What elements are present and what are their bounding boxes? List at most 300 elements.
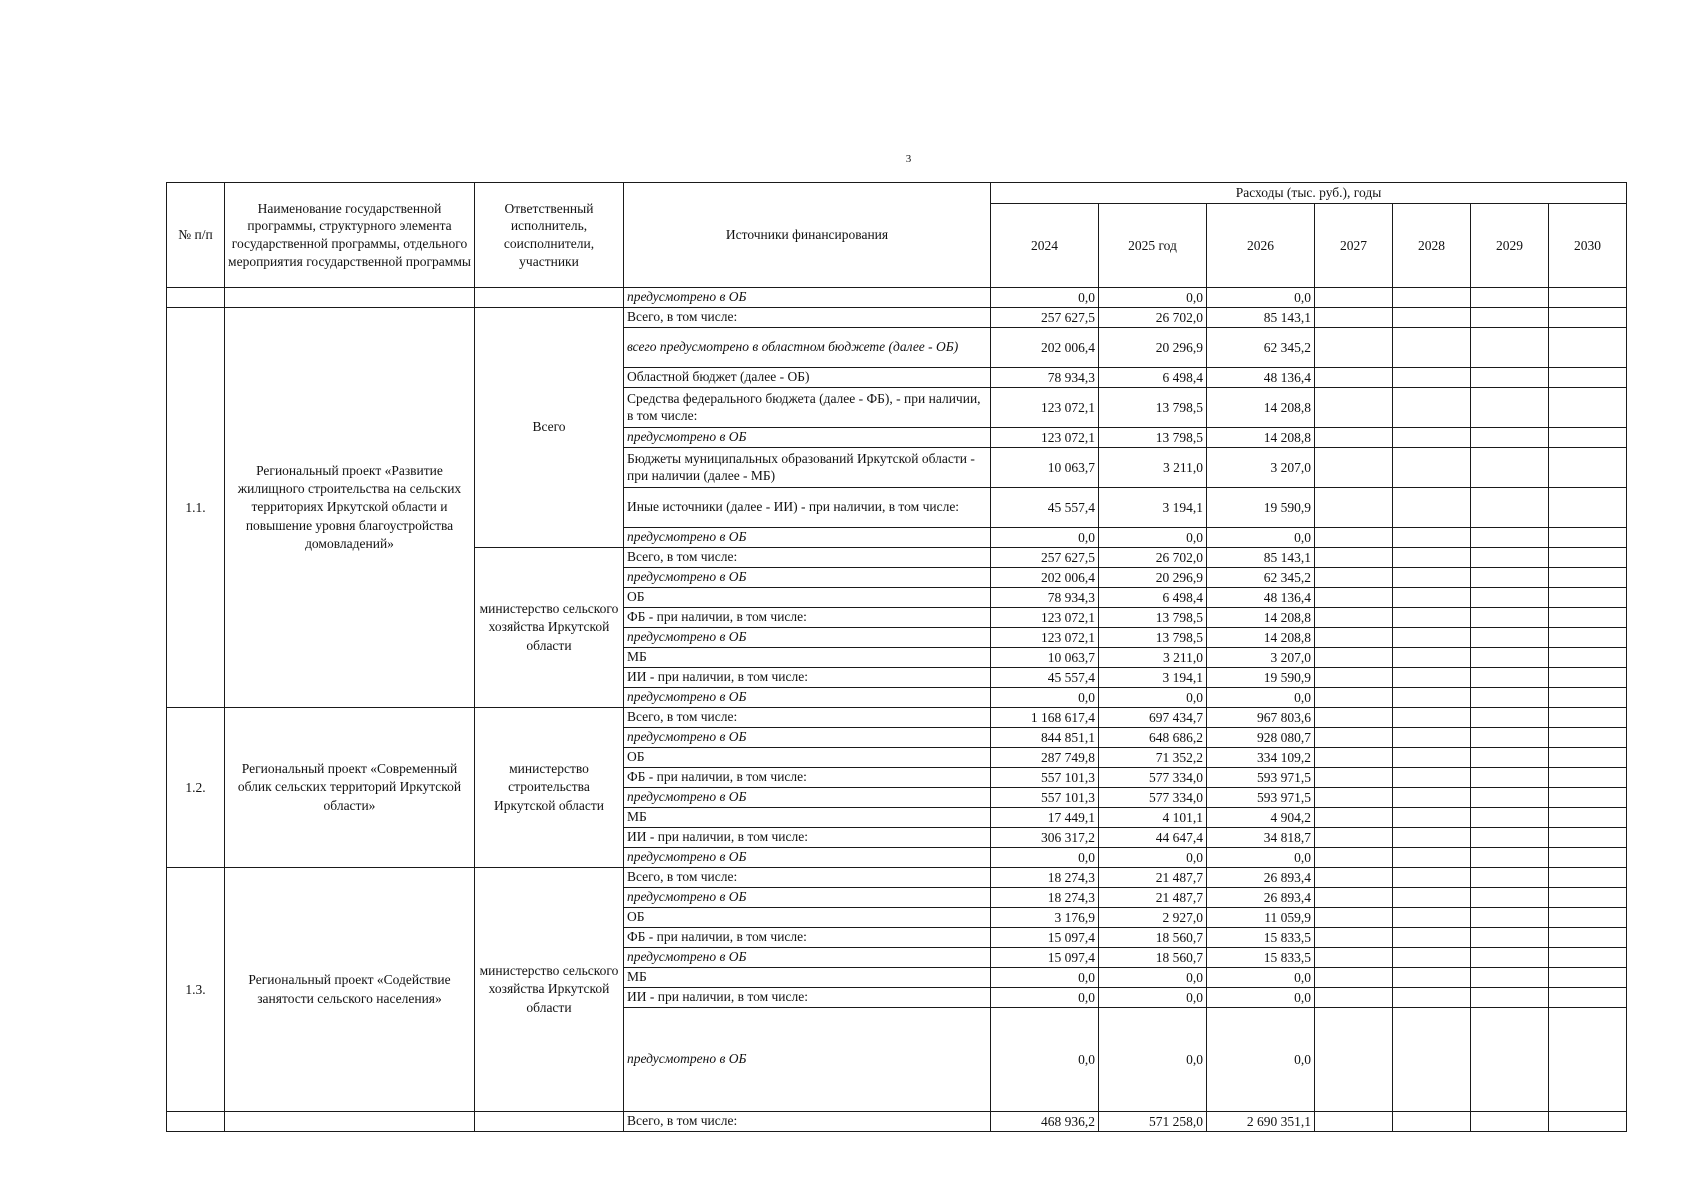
value-cell: 648 686,2 <box>1099 728 1207 748</box>
cell-empty <box>1549 568 1627 588</box>
value-cell: 123 072,1 <box>991 388 1099 428</box>
value-cell: 71 352,2 <box>1099 748 1207 768</box>
cell-empty <box>1471 608 1549 628</box>
value-cell: 6 498,4 <box>1099 588 1207 608</box>
cell-empty <box>1393 548 1471 568</box>
cell-empty <box>1315 688 1393 708</box>
cell-empty <box>1471 1008 1549 1112</box>
value-cell: 3 211,0 <box>1099 448 1207 488</box>
cell-empty <box>1393 708 1471 728</box>
value-cell: 13 798,5 <box>1099 388 1207 428</box>
cell-empty <box>1471 988 1549 1008</box>
cell-empty <box>225 288 475 308</box>
value-cell: 257 627,5 <box>991 308 1099 328</box>
value-cell: 697 434,7 <box>1099 708 1207 728</box>
source-cell: предусмотрено в ОБ <box>624 948 991 968</box>
value-cell: 928 080,7 <box>1207 728 1315 748</box>
cell-empty <box>1315 868 1393 888</box>
source-cell: Областной бюджет (далее - ОБ) <box>624 368 991 388</box>
cell-empty <box>1393 588 1471 608</box>
table-row <box>167 183 1627 204</box>
cell-empty <box>1315 668 1393 688</box>
cell-empty <box>1315 548 1393 568</box>
value-cell: 21 487,7 <box>1099 868 1207 888</box>
value-cell: 3 207,0 <box>1207 648 1315 668</box>
cell-empty <box>1315 728 1393 748</box>
cell-empty <box>1549 688 1627 708</box>
value-cell: 10 063,7 <box>991 648 1099 668</box>
cell-empty <box>1471 308 1549 328</box>
cell-empty <box>1393 488 1471 528</box>
cell-empty <box>1393 868 1471 888</box>
cell-empty <box>167 1112 225 1132</box>
value-cell: 0,0 <box>991 528 1099 548</box>
cell-empty <box>1471 648 1549 668</box>
cell-empty <box>1315 908 1393 928</box>
section-name: Региональный проект «Содействие занятости сельского населения» <box>225 868 475 1112</box>
cell-empty <box>1315 928 1393 948</box>
source-cell: ОБ <box>624 748 991 768</box>
value-cell: 45 557,4 <box>991 668 1099 688</box>
cell-empty <box>1315 948 1393 968</box>
cell-empty <box>1549 928 1627 948</box>
value-cell: 14 208,8 <box>1207 608 1315 628</box>
value-cell: 26 702,0 <box>1099 548 1207 568</box>
value-cell: 0,0 <box>991 288 1099 308</box>
cell-empty <box>1315 588 1393 608</box>
cell-empty <box>1315 628 1393 648</box>
cell-empty <box>1315 748 1393 768</box>
source-cell: всего предусмотрено в областном бюджете (далее - ОБ) <box>624 328 991 368</box>
source-cell: предусмотрено в ОБ <box>624 568 991 588</box>
source-cell: предусмотрено в ОБ <box>624 788 991 808</box>
value-cell: 14 208,8 <box>1207 628 1315 648</box>
value-cell: 85 143,1 <box>1207 308 1315 328</box>
cell-empty <box>1315 808 1393 828</box>
cell-empty <box>1393 888 1471 908</box>
source-cell: ФБ - при наличии, в том числе: <box>624 768 991 788</box>
value-cell: 21 487,7 <box>1099 888 1207 908</box>
header-source: Источники финансирования <box>624 183 991 288</box>
source-cell: предусмотрено в ОБ <box>624 288 991 308</box>
cell-empty <box>1471 948 1549 968</box>
value-cell: 1 168 617,4 <box>991 708 1099 728</box>
table-row <box>167 288 1627 308</box>
header-executor: Ответственный исполнитель, соисполнители, участники <box>475 183 624 288</box>
value-cell: 18 274,3 <box>991 868 1099 888</box>
value-cell: 2 927,0 <box>1099 908 1207 928</box>
cell-empty <box>1315 608 1393 628</box>
value-cell: 26 702,0 <box>1099 308 1207 328</box>
value-cell: 0,0 <box>1207 988 1315 1008</box>
cell-empty <box>1549 608 1627 628</box>
cell-empty <box>1549 528 1627 548</box>
cell-empty <box>1471 868 1549 888</box>
source-cell: предусмотрено в ОБ <box>624 688 991 708</box>
value-cell: 10 063,7 <box>991 448 1099 488</box>
cell-empty <box>1471 288 1549 308</box>
value-cell: 3 176,9 <box>991 908 1099 928</box>
value-cell: 19 590,9 <box>1207 488 1315 528</box>
cell-empty <box>1471 388 1549 428</box>
source-cell: предусмотрено в ОБ <box>624 888 991 908</box>
value-cell: 0,0 <box>1099 688 1207 708</box>
source-cell: предусмотрено в ОБ <box>624 528 991 548</box>
cell-empty <box>1471 1112 1549 1132</box>
cell-empty <box>1471 848 1549 868</box>
value-cell: 0,0 <box>1207 1008 1315 1112</box>
cell-empty <box>1549 288 1627 308</box>
value-cell: 0,0 <box>1099 288 1207 308</box>
source-cell: ИИ - при наличии, в том числе: <box>624 988 991 1008</box>
source-cell: ОБ <box>624 908 991 928</box>
cell-empty <box>475 1112 624 1132</box>
table-row <box>167 868 1627 888</box>
value-cell: 0,0 <box>1207 288 1315 308</box>
header-year: 2029 <box>1471 204 1549 288</box>
cell-empty <box>1315 1008 1393 1112</box>
cell-empty <box>1315 428 1393 448</box>
executor-cell: Всего <box>475 308 624 548</box>
source-cell: Средства федерального бюджета (далее - ФБ), - при наличии, в том числе: <box>624 388 991 428</box>
cell-empty <box>1393 828 1471 848</box>
value-cell: 0,0 <box>991 848 1099 868</box>
section-name: Региональный проект «Развитие жилищного строительства на сельских территориях Иркутской области и повышение уровня благоустройства домовладений» <box>225 308 475 708</box>
cell-empty <box>1549 308 1627 328</box>
source-cell: Всего, в том числе: <box>624 708 991 728</box>
cell-empty <box>167 288 225 308</box>
cell-empty <box>1471 568 1549 588</box>
value-cell: 0,0 <box>1099 1008 1207 1112</box>
value-cell: 123 072,1 <box>991 428 1099 448</box>
value-cell: 13 798,5 <box>1099 628 1207 648</box>
cell-empty <box>1393 808 1471 828</box>
value-cell: 3 211,0 <box>1099 648 1207 668</box>
cell-empty <box>1549 488 1627 528</box>
cell-empty <box>1471 928 1549 948</box>
executor-cell: министерство сельского хозяйства Иркутской области <box>475 548 624 708</box>
section-name: Региональный проект «Современный облик сельских территорий Иркутской области» <box>225 708 475 868</box>
cell-empty <box>1315 288 1393 308</box>
cell-empty <box>1471 328 1549 368</box>
cell-empty <box>1471 588 1549 608</box>
cell-empty <box>1393 628 1471 648</box>
cell-empty <box>1471 488 1549 528</box>
cell-empty <box>1549 728 1627 748</box>
cell-empty <box>1315 648 1393 668</box>
value-cell: 0,0 <box>1099 968 1207 988</box>
section-number: 1.3. <box>167 868 225 1112</box>
cell-empty <box>1315 368 1393 388</box>
value-cell: 78 934,3 <box>991 368 1099 388</box>
cell-empty <box>1471 808 1549 828</box>
cell-empty <box>1549 368 1627 388</box>
value-cell: 15 833,5 <box>1207 928 1315 948</box>
value-cell: 123 072,1 <box>991 628 1099 648</box>
value-cell: 62 345,2 <box>1207 568 1315 588</box>
cell-empty <box>1315 988 1393 1008</box>
cell-empty <box>1393 728 1471 748</box>
cell-empty <box>1393 928 1471 948</box>
value-cell: 4 904,2 <box>1207 808 1315 828</box>
header-year: 2030 <box>1549 204 1627 288</box>
value-cell: 20 296,9 <box>1099 568 1207 588</box>
value-cell: 78 934,3 <box>991 588 1099 608</box>
value-cell: 6 498,4 <box>1099 368 1207 388</box>
source-cell: предусмотрено в ОБ <box>624 848 991 868</box>
source-cell: предусмотрено в ОБ <box>624 1008 991 1112</box>
cell-empty <box>1471 628 1549 648</box>
cell-empty <box>1549 648 1627 668</box>
source-cell: ФБ - при наличии, в том числе: <box>624 928 991 948</box>
cell-empty <box>1393 1008 1471 1112</box>
source-cell: Иные источники (далее - ИИ) - при наличии, в том числе: <box>624 488 991 528</box>
value-cell: 0,0 <box>1207 848 1315 868</box>
cell-empty <box>1393 428 1471 448</box>
cell-empty <box>1549 908 1627 928</box>
value-cell: 0,0 <box>1099 528 1207 548</box>
value-cell: 18 274,3 <box>991 888 1099 908</box>
value-cell: 48 136,4 <box>1207 588 1315 608</box>
value-cell: 85 143,1 <box>1207 548 1315 568</box>
header-num: № п/п <box>167 183 225 288</box>
source-cell: предусмотрено в ОБ <box>624 428 991 448</box>
value-cell: 123 072,1 <box>991 608 1099 628</box>
value-cell: 62 345,2 <box>1207 328 1315 368</box>
value-cell: 0,0 <box>991 988 1099 1008</box>
value-cell: 48 136,4 <box>1207 368 1315 388</box>
header-year: 2027 <box>1315 204 1393 288</box>
value-cell: 334 109,2 <box>1207 748 1315 768</box>
cell-empty <box>1471 828 1549 848</box>
cell-empty <box>1393 688 1471 708</box>
section-number: 1.1. <box>167 308 225 708</box>
cell-empty <box>1315 768 1393 788</box>
cell-empty <box>1393 528 1471 548</box>
cell-empty <box>1471 428 1549 448</box>
cell-empty <box>1471 728 1549 748</box>
source-cell: Всего, в том числе: <box>624 548 991 568</box>
value-cell: 0,0 <box>991 1008 1099 1112</box>
value-cell: 557 101,3 <box>991 788 1099 808</box>
value-cell: 13 798,5 <box>1099 428 1207 448</box>
executor-cell: министерство сельского хозяйства Иркутской области <box>475 868 624 1112</box>
source-cell: МБ <box>624 968 991 988</box>
cell-empty <box>1315 328 1393 368</box>
value-cell: 13 798,5 <box>1099 608 1207 628</box>
cell-empty <box>1471 688 1549 708</box>
value-cell: 19 590,9 <box>1207 668 1315 688</box>
value-cell: 287 749,8 <box>991 748 1099 768</box>
value-cell: 468 936,2 <box>991 1112 1099 1132</box>
value-cell: 45 557,4 <box>991 488 1099 528</box>
source-cell: МБ <box>624 648 991 668</box>
header-year: 2024 <box>991 204 1099 288</box>
cell-empty <box>1393 788 1471 808</box>
cell-empty <box>1549 1112 1627 1132</box>
cell-empty <box>1549 748 1627 768</box>
page-number: 3 <box>905 153 912 165</box>
value-cell: 26 893,4 <box>1207 888 1315 908</box>
value-cell: 11 059,9 <box>1207 908 1315 928</box>
cell-empty <box>1315 788 1393 808</box>
value-cell: 15 097,4 <box>991 948 1099 968</box>
value-cell: 0,0 <box>991 968 1099 988</box>
cell-empty <box>1471 768 1549 788</box>
source-cell: Бюджеты муниципальных образований Иркутской области - при наличии (далее - МБ) <box>624 448 991 488</box>
cell-empty <box>1393 608 1471 628</box>
cell-empty <box>1549 988 1627 1008</box>
value-cell: 0,0 <box>1207 528 1315 548</box>
cell-empty <box>1549 868 1627 888</box>
header-year: 2026 <box>1207 204 1315 288</box>
table-row <box>167 708 1627 728</box>
header-expenses: Расходы (тыс. руб.), годы <box>991 183 1627 204</box>
value-cell: 3 194,1 <box>1099 488 1207 528</box>
value-cell: 0,0 <box>1207 688 1315 708</box>
value-cell: 0,0 <box>1099 988 1207 1008</box>
cell-empty <box>1393 308 1471 328</box>
value-cell: 557 101,3 <box>991 768 1099 788</box>
cell-empty <box>1471 548 1549 568</box>
section-number: 1.2. <box>167 708 225 868</box>
value-cell: 0,0 <box>991 688 1099 708</box>
value-cell: 593 971,5 <box>1207 768 1315 788</box>
cell-empty <box>1549 808 1627 828</box>
value-cell: 844 851,1 <box>991 728 1099 748</box>
cell-empty <box>1315 528 1393 548</box>
cell-empty <box>1549 428 1627 448</box>
cell-empty <box>1393 648 1471 668</box>
source-cell: ИИ - при наличии, в том числе: <box>624 828 991 848</box>
cell-empty <box>225 1112 475 1132</box>
executor-cell: министерство строительства Иркутской области <box>475 708 624 868</box>
cell-empty <box>1315 488 1393 528</box>
value-cell: 26 893,4 <box>1207 868 1315 888</box>
value-cell: 4 101,1 <box>1099 808 1207 828</box>
table-row <box>167 308 1627 328</box>
cell-empty <box>1471 888 1549 908</box>
value-cell: 15 833,5 <box>1207 948 1315 968</box>
cell-empty <box>1471 368 1549 388</box>
value-cell: 571 258,0 <box>1099 1112 1207 1132</box>
value-cell: 577 334,0 <box>1099 788 1207 808</box>
cell-empty <box>1393 568 1471 588</box>
cell-empty <box>1549 848 1627 868</box>
cell-empty <box>1549 548 1627 568</box>
cell-empty <box>1549 588 1627 608</box>
cell-empty <box>1549 948 1627 968</box>
cell-empty <box>1549 328 1627 368</box>
cell-empty <box>1471 908 1549 928</box>
cell-empty <box>1471 788 1549 808</box>
source-cell: предусмотрено в ОБ <box>624 728 991 748</box>
cell-empty <box>1549 828 1627 848</box>
value-cell: 20 296,9 <box>1099 328 1207 368</box>
value-cell: 44 647,4 <box>1099 828 1207 848</box>
cell-empty <box>1393 668 1471 688</box>
cell-empty <box>1393 848 1471 868</box>
source-cell: Всего, в том числе: <box>624 308 991 328</box>
cell-empty <box>1549 1008 1627 1112</box>
cell-empty <box>1549 968 1627 988</box>
value-cell: 0,0 <box>1207 968 1315 988</box>
value-cell: 3 207,0 <box>1207 448 1315 488</box>
cell-empty <box>1315 308 1393 328</box>
source-cell: МБ <box>624 808 991 828</box>
value-cell: 202 006,4 <box>991 328 1099 368</box>
cell-empty <box>1549 668 1627 688</box>
value-cell: 14 208,8 <box>1207 388 1315 428</box>
cell-empty <box>1471 668 1549 688</box>
source-cell: ИИ - при наличии, в том числе: <box>624 668 991 688</box>
cell-empty <box>1393 448 1471 488</box>
cell-empty <box>1393 368 1471 388</box>
value-cell: 593 971,5 <box>1207 788 1315 808</box>
value-cell: 202 006,4 <box>991 568 1099 588</box>
cell-empty <box>1471 968 1549 988</box>
cell-empty <box>1315 828 1393 848</box>
value-cell: 18 560,7 <box>1099 928 1207 948</box>
source-cell: Всего, в том числе: <box>624 1112 991 1132</box>
cell-empty <box>1393 1112 1471 1132</box>
value-cell: 18 560,7 <box>1099 948 1207 968</box>
header-year: 2025 год <box>1099 204 1207 288</box>
cell-empty <box>1315 568 1393 588</box>
cell-empty <box>1315 1112 1393 1132</box>
cell-empty <box>1471 528 1549 548</box>
table-row <box>167 1112 1627 1132</box>
value-cell: 3 194,1 <box>1099 668 1207 688</box>
cell-empty <box>1549 708 1627 728</box>
value-cell: 2 690 351,1 <box>1207 1112 1315 1132</box>
cell-empty <box>1549 388 1627 428</box>
cell-empty <box>1315 968 1393 988</box>
cell-empty <box>1315 888 1393 908</box>
cell-empty <box>1315 388 1393 428</box>
source-cell: Всего, в том числе: <box>624 868 991 888</box>
cell-empty <box>1393 968 1471 988</box>
value-cell: 14 208,8 <box>1207 428 1315 448</box>
cell-empty <box>1549 768 1627 788</box>
value-cell: 577 334,0 <box>1099 768 1207 788</box>
value-cell: 15 097,4 <box>991 928 1099 948</box>
value-cell: 306 317,2 <box>991 828 1099 848</box>
cell-empty <box>1393 748 1471 768</box>
value-cell: 17 449,1 <box>991 808 1099 828</box>
value-cell: 257 627,5 <box>991 548 1099 568</box>
cell-empty <box>1549 448 1627 488</box>
expenses-table <box>166 182 1627 1132</box>
cell-empty <box>1471 448 1549 488</box>
cell-empty <box>1393 948 1471 968</box>
cell-empty <box>1471 748 1549 768</box>
cell-empty <box>1393 288 1471 308</box>
cell-empty <box>1393 908 1471 928</box>
cell-empty <box>1315 448 1393 488</box>
value-cell: 0,0 <box>1099 848 1207 868</box>
cell-empty <box>1549 628 1627 648</box>
cell-empty <box>1315 848 1393 868</box>
cell-empty <box>1393 988 1471 1008</box>
value-cell: 967 803,6 <box>1207 708 1315 728</box>
cell-empty <box>1549 888 1627 908</box>
source-cell: ФБ - при наличии, в том числе: <box>624 608 991 628</box>
cell-empty <box>475 288 624 308</box>
header-year: 2028 <box>1393 204 1471 288</box>
value-cell: 34 818,7 <box>1207 828 1315 848</box>
cell-empty <box>1549 788 1627 808</box>
